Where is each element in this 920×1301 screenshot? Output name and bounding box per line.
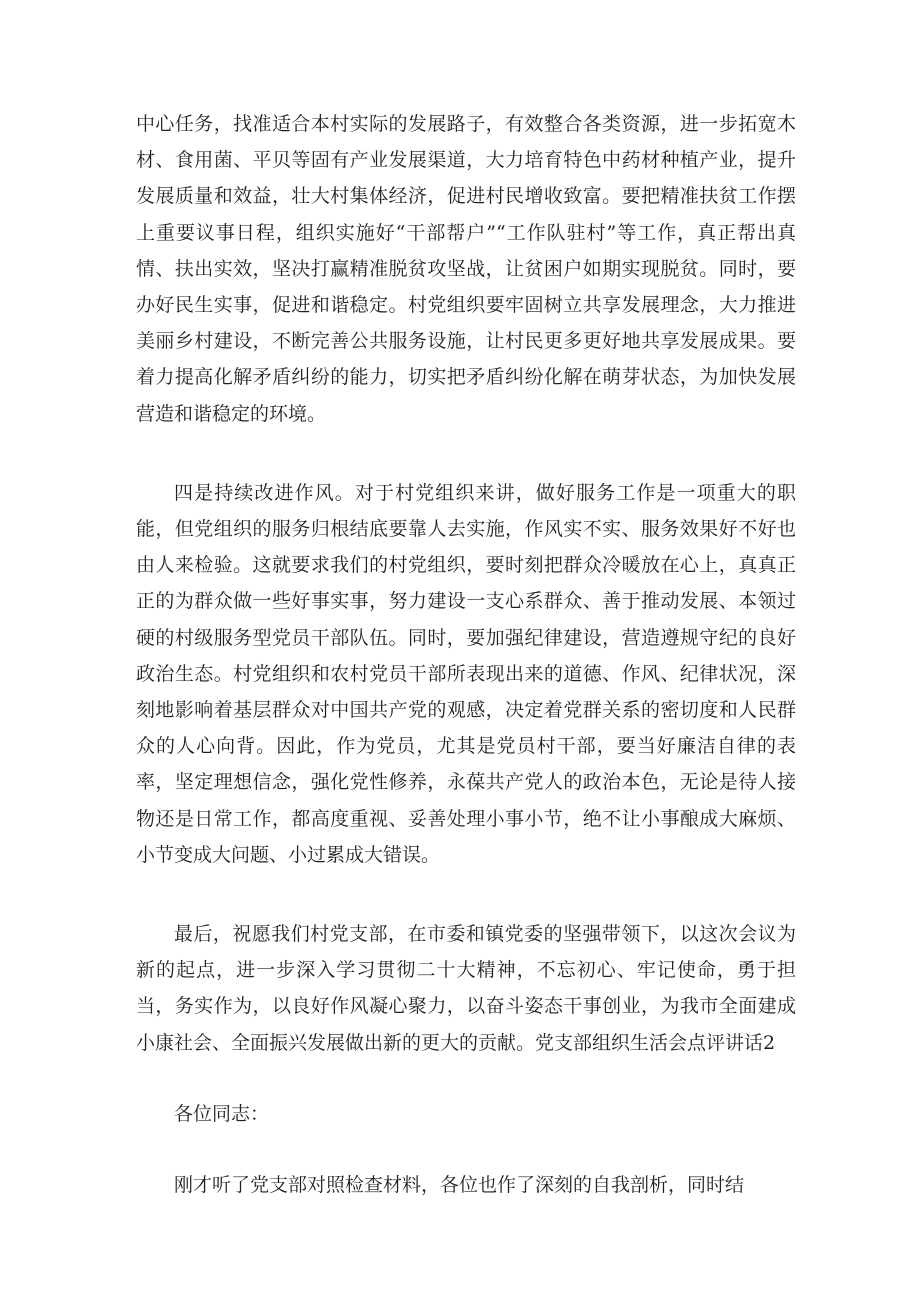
paragraph-salutation: 各位同志： [174, 1102, 270, 1125]
paragraph-improve-work-style: 四是持续改进作风。对于村党组织来讲，做好服务工作是一项重大的职能，但党组织的服务归根结底要靠人去实施，作风实不实、服务效果好不好也由人来检验。这就要求我们的村党组织，要时刻把群众冷暖放在心上，真真正正的为群众做一些好事实事，努力建设一支心系群众、善于推动发展、本领过硬的村级服务型党员干部队伍。同时，要加强纪律建设，营造遵规守纪的良好政治生态。村党组织和农村党员干部所表现出来的道德、作风、纪律状况，深刻地影响着基层群众对中国共产党的观感，决定着党群关系的密切度和人民群众的人心向背。因此，作为党员，尤其是党员村干部，要当好廉洁自律的表率，坚定理想信念，强化党性修养，永葆共产党人的政治本色，无论是待人接物还是日常工作，都高度重视、妥善处理小事小节，绝不让小事酿成大麻烦、小节变成大问题、小过累成大错误。 [136, 481, 796, 866]
paragraph-opening-remarks: 刚才听了党支部对照检查材料，各位也作了深刻的自我剖析，同时结 [174, 1174, 745, 1197]
paragraph-continuation: 中心任务，找准适合本村实际的发展路子，有效整合各类资源，进一步拓宽木材、食用菌、平贝等固有产业发展渠道，大力培育特色中药材种植产业，提升发展质量和效益，壮大村集体经济，促进村民增收致富。要把精准扶贫工作摆上重要议事日程，组织实施好“干部帮户”“工作队驻村”等工作，真正帮出真情、扶出实效，坚决打赢精准脱贫攻坚战，让贫困户如期实现脱贫。同时，要办好民生实事，促进和谐稳定。村党组织要牢固树立共享发展理念，大力推进美丽乡村建设，不断完善公共服务设施，让村民更多更好地共享发展成果。要着力提高化解矛盾纠纷的能力，切实把矛盾纠纷化解在萌芽状态，为加快发展营造和谐稳定的环境。 [136, 113, 796, 425]
document-body [136, 106, 796, 1203]
paragraph-closing-wishes: 最后，祝愿我们村党支部，在市委和镇党委的坚强带领下，以这次会议为新的起点，进一步深入学习贯彻二十大精神，不忘初心、牢记使命，勇于担当，务实作为，以良好作风凝心聚力，以奋斗姿态干事创业，为我市全面建成小康社会、全面振兴发展做出新的更大的贡献。党支部组织生活会点评讲话2 [136, 923, 796, 1054]
